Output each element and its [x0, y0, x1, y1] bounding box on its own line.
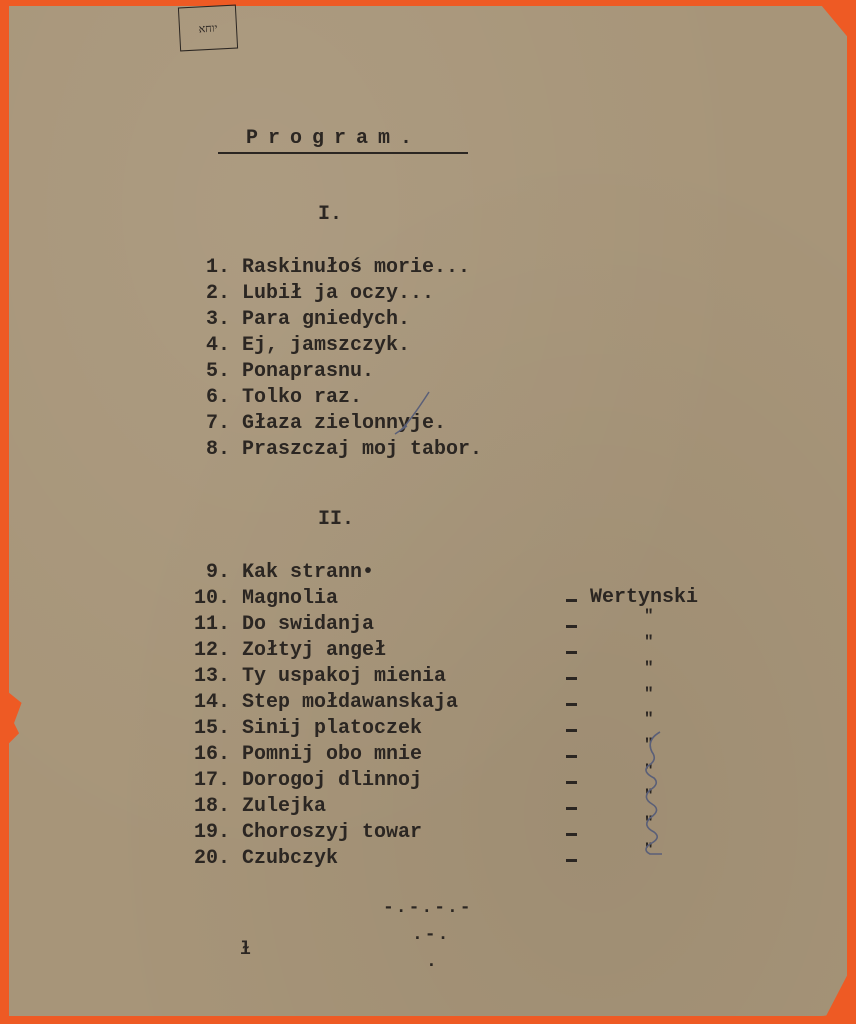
list-item: 10. Magnolia	[193, 587, 339, 610]
pencil-squiggle-mark	[640, 730, 670, 855]
dash-separator	[566, 599, 577, 602]
list-item: 14. Step mołdawanskaja	[193, 691, 459, 714]
list-item: 8. Praszczaj moj tabor.	[205, 438, 483, 461]
ditto-mark: "	[644, 841, 654, 859]
ditto-mark: "	[644, 787, 654, 805]
pencil-check-mark	[393, 390, 433, 440]
list-item: 20. Czubczyk	[193, 847, 339, 870]
ditto-mark: "	[644, 814, 654, 832]
closing-ornament-line-3: .	[426, 952, 439, 972]
closing-ornament-line-1: -.-.-.-	[383, 898, 473, 918]
performer-name: Wertynski	[590, 586, 699, 609]
list-item: 16. Pomnij obo mnie	[193, 743, 423, 766]
list-item: 18. Zulejka	[193, 795, 327, 818]
list-item: 5. Ponaprasnu.	[205, 360, 375, 383]
ditto-mark: "	[644, 710, 654, 728]
dash-separator	[566, 859, 577, 862]
document-page	[9, 6, 847, 1016]
stamp-text: יוחא	[198, 21, 218, 35]
list-item: 3. Para gniedych.	[205, 308, 411, 331]
ditto-mark: "	[644, 633, 654, 651]
section-heading-2: II.	[318, 508, 355, 531]
dash-separator	[566, 651, 577, 654]
dash-separator	[566, 833, 577, 836]
ditto-mark: "	[644, 762, 654, 780]
dash-separator	[566, 755, 577, 758]
list-item: 19. Choroszyj towar	[193, 821, 423, 844]
archive-stamp	[178, 5, 238, 52]
dash-separator	[566, 807, 577, 810]
list-item: 15. Sinij platoczek	[193, 717, 423, 740]
ink-mark: ɫ	[240, 940, 251, 960]
list-item: 12. Zołtyj angeł	[193, 639, 387, 662]
dash-separator	[566, 729, 577, 732]
dash-separator	[566, 703, 577, 706]
list-item: 4. Ej, jamszczyk.	[205, 334, 411, 357]
list-item: 2. Lubił ja oczy...	[205, 282, 435, 305]
list-item: 17. Dorogoj dlinnoj	[193, 769, 423, 792]
list-item: 9. Kak strann•	[205, 561, 375, 584]
page-title: Program.	[218, 127, 468, 154]
list-item: 6. Tolko raz.	[205, 386, 363, 409]
ditto-mark: "	[644, 685, 654, 703]
ditto-mark: "	[644, 736, 654, 754]
ditto-mark: "	[644, 607, 654, 625]
list-item: 11. Do swidanja	[193, 613, 375, 636]
dash-separator	[566, 625, 577, 628]
list-item: 13. Ty uspakoj mienia	[193, 665, 447, 688]
section-heading-1: I.	[318, 203, 343, 226]
dash-separator	[566, 781, 577, 784]
list-item: 1. Raskinułoś morie...	[205, 256, 471, 279]
ditto-mark: "	[644, 659, 654, 677]
dash-separator	[566, 677, 577, 680]
closing-ornament-line-2: .-.	[412, 925, 451, 945]
list-item: 7. Głaza zielonnyje.	[205, 412, 447, 435]
